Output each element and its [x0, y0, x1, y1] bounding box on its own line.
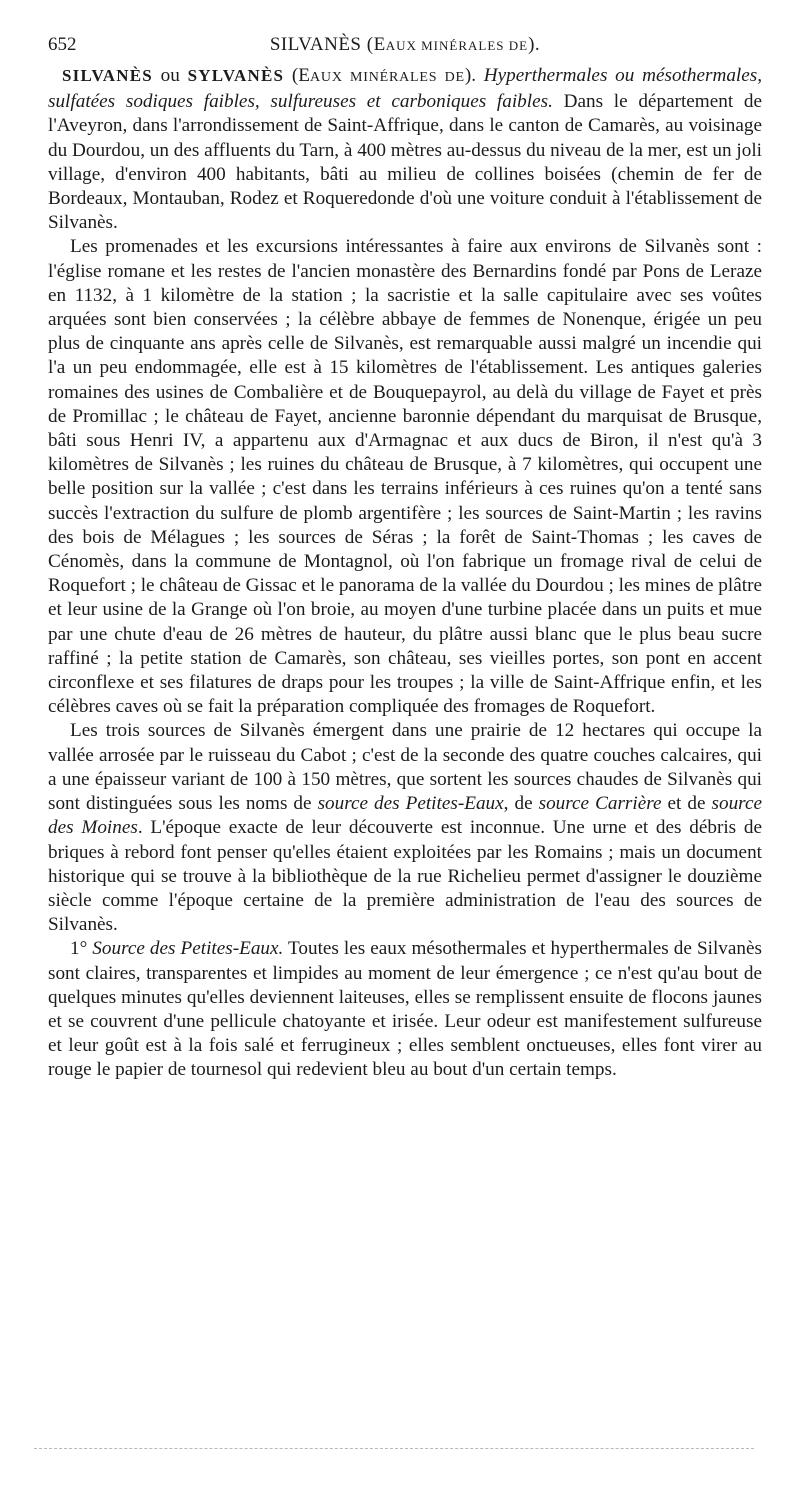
source-name-carriere: source Carrière — [538, 793, 662, 815]
sources-paragraph: Les trois sources de Silvanès émergent dans une prairie de 12 hectares qui occupe la vallée arrosée par le ruisseau du Cabot ; c'est de la seconde des quatre couches calcaires, qui a une épaisseur variant de 100 à 150 mètres, que sortent les sources chaudes de Silvanès qui sont distinguées sous les noms de source des Petites-Eaux, de source Carrière et de source des Moines. L'époque exacte de leur découverte est inconnue. Une urne et des débris de briques à rebord font penser qu'elles étaient exploitées par les Romains ; mais un document historique qui se trouve à la bibliothèque de la rue Richelieu permet d'assigner le douzième siècle comme l'époque certaine de la première administration de l'eau des sources de Silvanès. — [48, 720, 763, 936]
excursions-paragraph: Les promenades et les excursions intéressantes à faire aux environs de Silvanès sont : l'église romane et les restes de l'ancien monastère des Bernardins fondé par Pons de Leraze en 1132, à 1 kilomètre de la station ; la sacristie et la salle capitulaire avec ses voûtes arquées sont bien conservées ; la célèbre abbaye de femmes de Nonenque, érigée un peu plus de cinquante ans après celle de Silvanès, est remarquable aussi malgré un incendie qui l'a un peu endommagée, elle est à 15 kilomètres de l'établissement. Les antiques galeries romaines des usines de Combalière et de Bouquepayrol, au delà du village de Fayet et près de Promillac ; le château de Fayet, ancienne baronnie dépendant du marquisat de Brusque, bâti sous Henri IV, a appartenu aux d'Armagnac et aux ducs de Biron, il n'est qu'à 3 kilomètres de Silvanès ; les ruines du château de Brusque, à 7 kilomètres, qui occupent une belle position sur la vallée ; c'est dans les terrains inférieurs à ces ruines qu'on a tenté sans succès l'extraction du sulfure de plomb argentifère ; les sources de Saint-Martin ; les ravins des bois de Mélagues ; les sources de Séras ; la forêt de Saint-Thomas ; les caves de Cénomès, dans la commune de Montagnol, où l'on fabrique un fromage rival de celui de Roquefort ; le château de Gissac et le panorama de la vallée du Dourdou ; les mines de plâtre et leur usine de la Grange où l'on broie, au moyen d'une turbine placée dans un puits et mue par une chute d'eau de 26 mètres de hauteur, du plâtre aussi blanc que le plus beau sucre raffiné ; la petite station de Camarès, son château, ses vieilles portes, son pont en accent circonflexe et ses filatures de draps pour les troupes ; la ville de Saint-Affrique enfin, et les célèbres caves où se fait la préparation compliquée des fromages de Roquefort. — [48, 236, 762, 718]
document-page — [48, 30, 762, 1083]
source-name-petites-eaux: source des Petites-Eaux — [317, 793, 504, 815]
body-text — [48, 64, 762, 1083]
petites-eaux-heading: Source des Petites-Eaux. — [92, 938, 284, 960]
source-name-moines: source des Moines — [48, 793, 762, 839]
running-title: SILVANÈS (EAUX MINÉRALES DE). — [269, 34, 541, 55]
entry-alt-headword: SYLVANÈS — [187, 66, 285, 85]
entry-classification: Hyperthermales ou mésothermales, sulfatées sodiques faibles, sulfureuses et carboniques faibles. — [48, 65, 763, 113]
page-number: 652 — [48, 34, 77, 55]
footer-rule — [34, 1448, 754, 1450]
running-head — [48, 30, 762, 60]
petites-eaux-paragraph: 1° Source des Petites-Eaux. Toutes les eaux mésothermales et hyperthermales de Silvanès sont claires, transparentes et limpides au moment de leur émergence ; ce n'est qu'au bout de quelques minutes qu'elles deviennent laiteuses, elles se remplissent ensuite de flocons jaunes et se couvrent d'une pellicule chatoyante et irisée. Leur odeur est manifestement sulfureuse et leur goût est à la fois salé et ferrugineux ; elles semblent onctueuses, elles font virer au rouge le papier de tournesol qui redevient bleu au bout d'un certain temps. — [48, 938, 762, 1081]
entry-headword: SILVANÈS — [62, 66, 153, 85]
entry-paragraph: SILVANÈS ou SYLVANÈS (EAUX MINÉRALES DE). Hyperthermales ou mésothermales, sulfatées sodiques faibles, sulfureuses et carboniques faibles. Dans le département de l'Aveyron, dans l'arrondissement de Saint-Affrique, dans le canton de Camarès, au voisinage du Dourdou, un des affluents du Tarn, à 400 mètres au-dessus du niveau de la mer, est un joli village, d'environ 400 habitants, bâti au milieu de collines boisées (chemin de fer de Bordeaux, Montauban, Rodez et Roqueredonde d'où une voiture conduit à l'établissement de Silvanès. — [48, 65, 763, 234]
entry-description: Dans le département de l'Aveyron, dans l'arrondissement de Saint-Affrique, dans le canton de Camarès, au voisinage du Dourdou, un des affluents du Tarn, à 400 mètres au-dessus du niveau de la mer, est un joli village, d'environ 400 habitants, bâti au milieu de collines boisées (chemin de fer de Bordeaux, Montauban, Rodez et Roqueredonde d'où une voiture conduit à l'établissement de Silvanès. — [48, 91, 762, 234]
